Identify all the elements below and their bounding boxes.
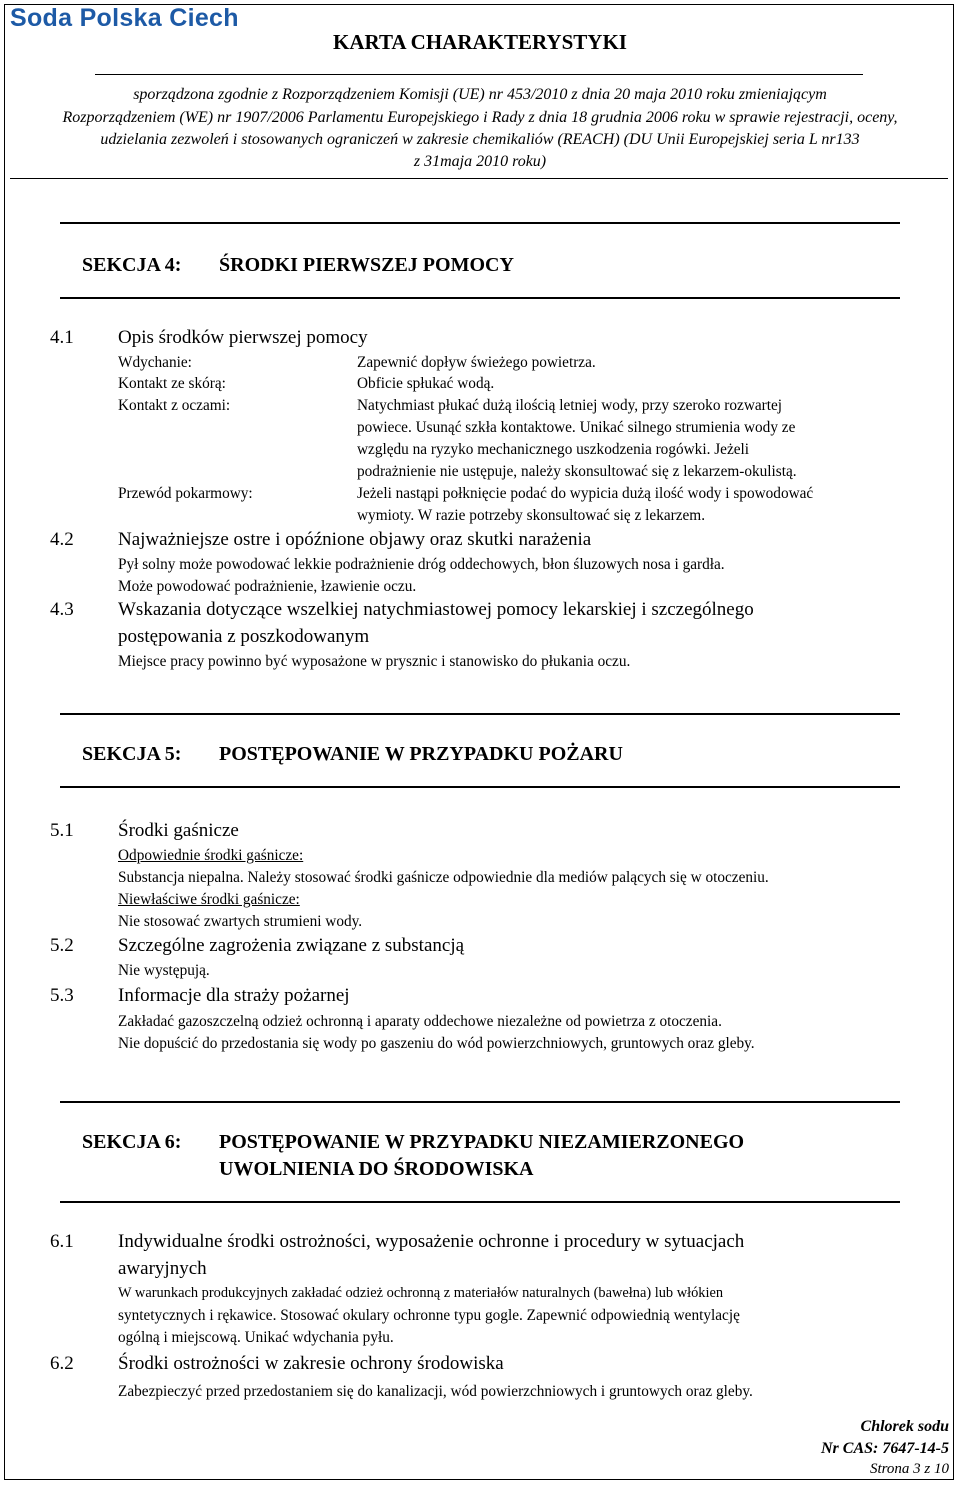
first-aid-text-eyes-4: podrażnienie nie ustępuje, należy skonsultować się z lekarzem-okulistą. <box>357 463 797 480</box>
section-4-title: ŚRODKI PIERWSZEJ POMOCY <box>219 254 514 276</box>
personal-precautions-text-1: W warunkach produkcyjnych zakładać odzież ochronną z materiałów naturalnych (bawełna) lub włókien <box>118 1285 724 1301</box>
subsection-6-1-title-2: awaryjnych <box>118 1258 207 1279</box>
section-6-rule-top <box>60 1101 900 1103</box>
subsection-5-2-number: 5.2 <box>50 935 74 956</box>
personal-precautions-text-2: syntetycznych i rękawice. Stosować okulary ochronne typu gogle. Zapewnić odpowiednią wentylację <box>118 1307 740 1324</box>
subsection-6-2-title: Środki ostrożności w zakresie ochrony środowiska <box>118 1353 504 1374</box>
subsection-6-1-number: 6.1 <box>50 1231 74 1252</box>
suitable-media-label: Odpowiednie środki gaśnicze: <box>118 847 304 864</box>
header-rule-top <box>95 74 863 75</box>
section-6-title-1: POSTĘPOWANIE W PRZYPADKU NIEZAMIERZONEGO <box>219 1131 745 1153</box>
subsection-4-1-number: 4.1 <box>50 327 74 348</box>
section-4-rule-top <box>60 222 900 224</box>
subtitle-line-2: Rozporządzeniem (WE) nr 1907/2006 Parlamentu Europejskiego i Rady z dnia 18 grudnia 2006 roku w sprawie rejestracji, oceny, <box>62 109 898 126</box>
personal-precautions-text-3: ogólną i miejscową. Unikać wdychania pyłu. <box>118 1329 394 1346</box>
subtitle-line-4: z 31maja 2010 roku) <box>413 153 547 170</box>
section-5-rule-bottom <box>60 786 900 788</box>
subsection-6-1-title-1: Indywidualne środki ostrożności, wyposażenie ochronne i procedury w sytuacjach <box>118 1231 745 1252</box>
company-logo: Soda Polska Ciech <box>10 4 239 32</box>
subsection-4-3-title-1: Wskazania dotyczące wszelkiej natychmiastowej pomocy lekarskiej i szczególnego <box>118 599 754 620</box>
firefighter-text-2: Nie dopuścić do przedostania się wody po gaszeniu do wód powierzchniowych, gruntowych oraz gleby. <box>118 1035 755 1052</box>
subsection-5-3-number: 5.3 <box>50 985 74 1006</box>
section-6-title-2: UWOLNIENIA DO ŚRODOWISKA <box>219 1158 534 1180</box>
document-title: KARTA CHARAKTERYSTYKI <box>333 30 627 54</box>
subsection-4-3-number: 4.3 <box>50 599 74 620</box>
subsection-4-2-title: Najważniejsze ostre i opóźnione objawy oraz skutki narażenia <box>118 529 592 550</box>
subsection-5-1-title: Środki gaśnicze <box>118 820 239 841</box>
footer-product-name: Chlorek sodu <box>860 1418 949 1435</box>
first-aid-text-eyes-1: Natychmiast płukać dużą ilością letniej wody, przy szeroko rozwartej <box>357 397 783 414</box>
section-5-rule-top <box>60 713 900 715</box>
subtitle-line-1: sporządzona zgodnie z Rozporządzeniem Komisji (UE) nr 453/2010 z dnia 20 maja 2010 roku zmieniającym <box>133 86 827 103</box>
first-aid-label-skin: Kontakt ze skórą: <box>118 375 226 392</box>
subsection-6-2-number: 6.2 <box>50 1353 74 1374</box>
first-aid-text-ingestion-2: wymioty. W razie potrzeby skonsultować się z lekarzem. <box>357 507 706 524</box>
first-aid-text-eyes-3: względu na ryzyko mechanicznego uszkodzenia rogówki. Jeżeli <box>357 441 750 458</box>
first-aid-text-inhalation: Zapewnić dopływ świeżego powietrza. <box>357 354 596 371</box>
first-aid-label-eyes: Kontakt z oczami: <box>118 397 231 414</box>
first-aid-text-eyes-2: powiece. Usunąć szkła kontaktowe. Unikać silnego strumienia wody ze <box>357 419 796 436</box>
first-aid-text-ingestion-1: Jeżeli nastąpi połknięcie podać do wypicia dużą ilość wody i spowodować <box>357 485 814 502</box>
subtitle-line-3: udzielania zezwoleń i stosowanych ograniczeń w zakresie chemikaliów (REACH) (DU Unii Europejskiej seria L nr133 <box>100 131 860 148</box>
environmental-precautions-text: Zabezpieczyć przed przedostaniem się do kanalizacji, wód powierzchniowych i gruntowych oraz gleby. <box>118 1383 753 1400</box>
header-rule-bottom <box>10 178 948 179</box>
section-4-number: SEKCJA 4: <box>82 254 182 276</box>
footer-page-number: Strona 3 z 10 <box>869 1461 949 1477</box>
unsuitable-media-label: Niewłaściwe środki gaśnicze: <box>118 891 300 908</box>
subsection-4-2-number: 4.2 <box>50 529 74 550</box>
section-5-title: POSTĘPOWANIE W PRZYPADKU POŻARU <box>219 743 623 765</box>
subsection-5-3-title: Informacje dla straży pożarnej <box>118 985 350 1006</box>
first-aid-label-ingestion: Przewód pokarmowy: <box>118 485 253 502</box>
section-6-number: SEKCJA 6: <box>82 1131 182 1153</box>
first-aid-label-inhalation: Wdychanie: <box>118 354 192 371</box>
section-5-number: SEKCJA 5: <box>82 743 182 765</box>
subsection-5-1-number: 5.1 <box>50 820 74 841</box>
subsection-4-3-title-2: postępowania z poszkodowanym <box>118 626 370 647</box>
first-aid-text-skin: Obficie spłukać wodą. <box>357 375 495 392</box>
section-6-rule-bottom <box>60 1201 900 1203</box>
suitable-media-text: Substancja niepalna. Należy stosować środki gaśnicze odpowiednie dla mediów palących się w otoczeniu. <box>118 869 769 886</box>
footer-cas-number: Nr CAS: 7647-14-5 <box>820 1440 949 1457</box>
section-4-rule-bottom <box>60 297 900 299</box>
subsection-4-1-title: Opis środków pierwszej pomocy <box>118 327 368 348</box>
unsuitable-media-text: Nie stosować zwartych strumieni wody. <box>118 913 363 930</box>
medical-attention-text: Miejsce pracy powinno być wyposażone w prysznic i stanowisko do płukania oczu. <box>118 653 631 670</box>
symptoms-text-1: Pył solny może powodować lekkie podrażnienie dróg oddechowych, błon śluzowych nosa i gardła. <box>118 556 725 573</box>
firefighter-text-1: Zakładać gazoszczelną odzież ochronną i aparaty oddechowe niezależne od powietrza z otoczenia. <box>118 1013 722 1030</box>
special-hazards-text: Nie występują. <box>118 962 210 979</box>
symptoms-text-2: Może powodować podrażnienie, łzawienie oczu. <box>118 578 417 595</box>
subsection-5-2-title: Szczególne zagrożenia związane z substancją <box>118 935 465 956</box>
